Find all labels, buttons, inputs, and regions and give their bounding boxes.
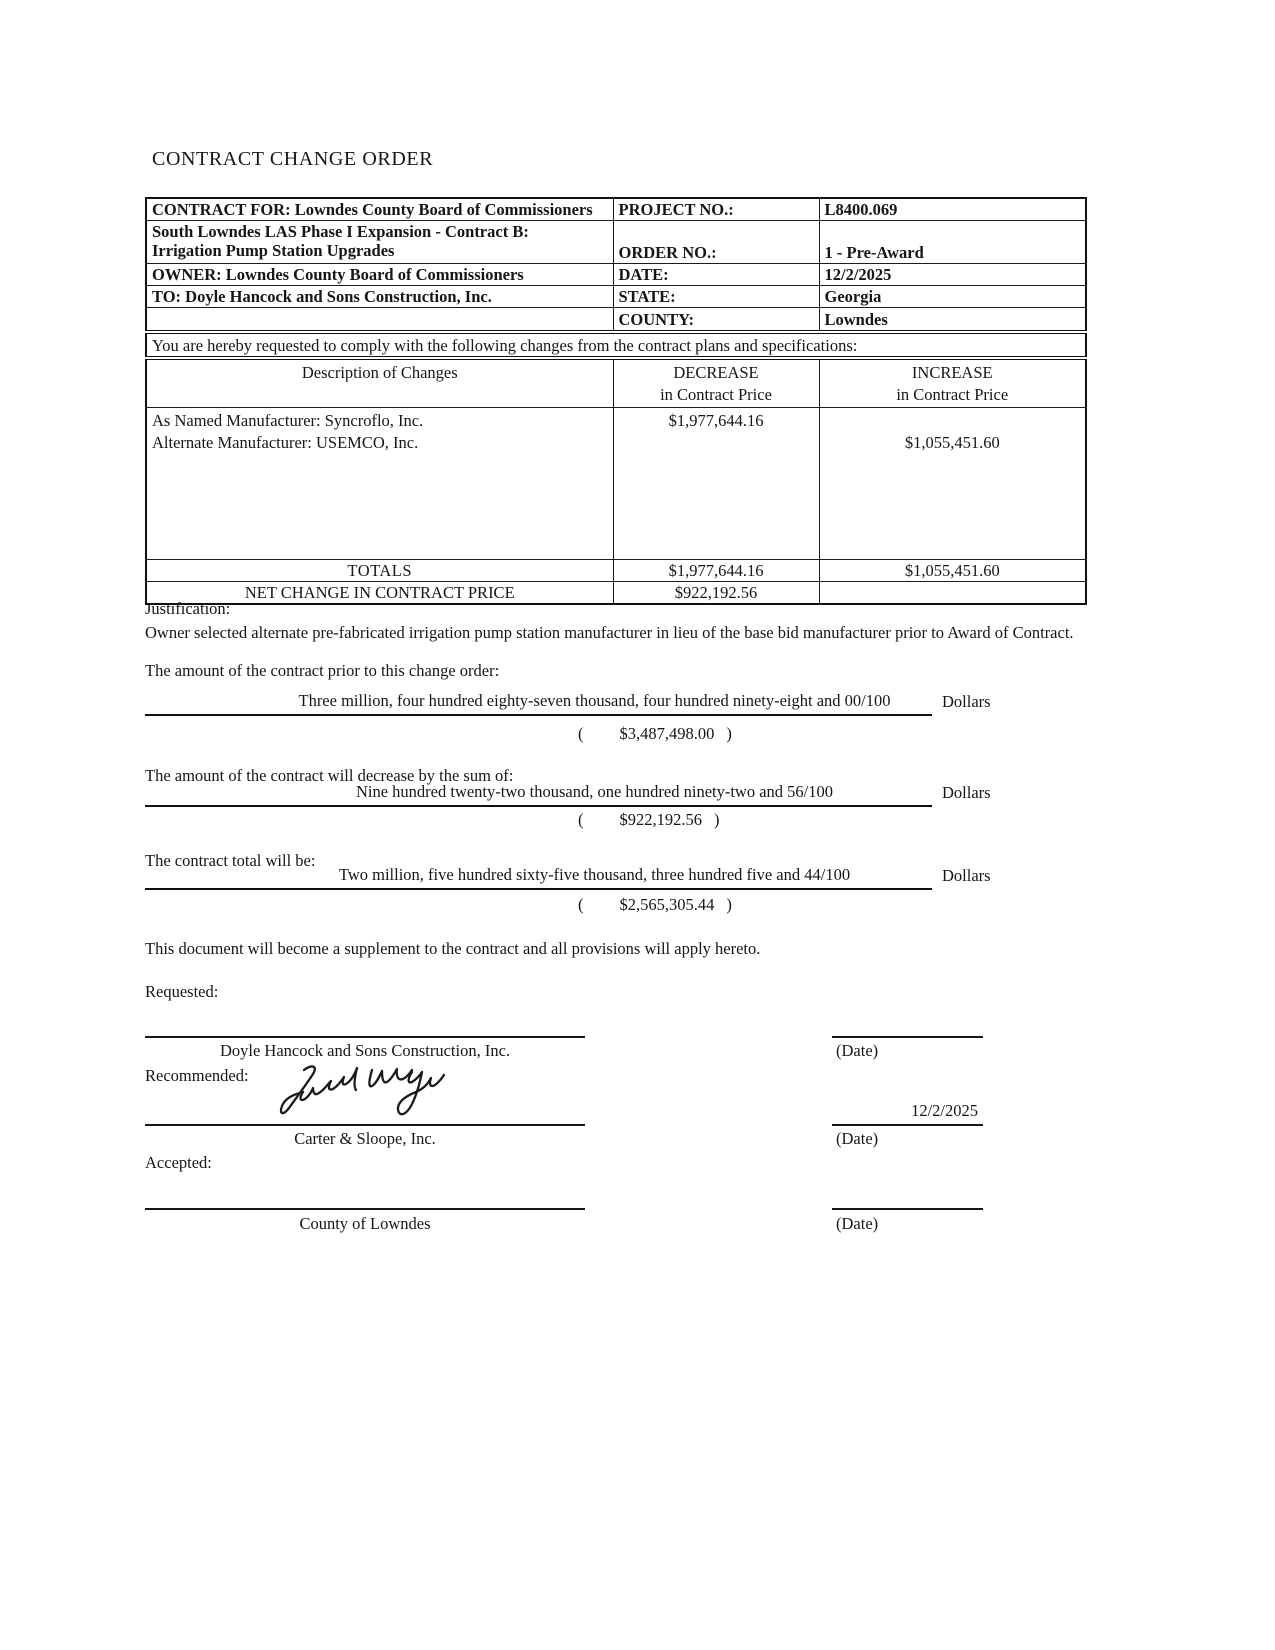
total-amount-words: Two million, five hundred sixty-five thousand, three hundred five and 44/100 — [145, 864, 932, 890]
county-label: COUNTY: — [613, 308, 819, 333]
close-paren: ) — [714, 810, 720, 829]
requested-date-line — [832, 1036, 983, 1038]
open-paren: ( — [578, 724, 584, 743]
recommended-label: Recommended: — [145, 1066, 249, 1085]
col-header-increase — [819, 358, 1086, 408]
change-order-table — [145, 197, 1087, 605]
handwritten-signature — [276, 1062, 468, 1124]
net-change-label: NET CHANGE IN CONTRACT PRICE — [146, 582, 613, 605]
dollars-label: Dollars — [942, 783, 991, 802]
state-label: STATE: — [613, 286, 819, 308]
table-row — [146, 308, 1086, 333]
table-row — [146, 221, 1086, 264]
increase-sub: in Contract Price — [896, 385, 1009, 404]
accepted-party: County of Lowndes — [299, 1214, 431, 1233]
date-value: 12/2/2025 — [819, 264, 1086, 286]
change-description-line2: Alternate Manufacturer: USEMCO, Inc. — [152, 433, 419, 452]
totals-increase: $1,055,451.60 — [819, 560, 1086, 582]
order-no-value: 1 - Pre-Award — [819, 221, 1086, 264]
project-description-line2: Irrigation Pump Station Upgrades — [152, 241, 395, 260]
decrease-amount-line — [145, 781, 991, 807]
decrease-amount-numeric: $922,192.56 — [619, 810, 702, 829]
project-description-line1: South Lowndes LAS Phase I Expansion - Contract B: — [152, 222, 529, 241]
dollars-label: Dollars — [942, 692, 991, 711]
decrease-amount-words: Nine hundred twenty-two thousand, one hundred ninety-two and 56/100 — [145, 781, 932, 807]
justification-text: Owner selected alternate pre-fabricated irrigation pump station manufacturer in lieu of the base bid manufacturer prior to Award of Contract. — [145, 623, 1074, 642]
accepted-date-line — [832, 1208, 983, 1210]
accepted-signature-line — [145, 1208, 585, 1210]
owner-cell: OWNER: Lowndes County Board of Commissioners — [146, 264, 613, 286]
recommended-date: 12/2/2025 — [911, 1101, 978, 1120]
accepted-label: Accepted: — [145, 1153, 212, 1172]
project-no-value: L8400.069 — [819, 198, 1086, 221]
prior-amount-numeric-line — [145, 724, 932, 744]
requested-signature-line — [145, 1036, 585, 1038]
prior-amount-intro: The amount of the contract prior to this change order: — [145, 661, 500, 680]
total-amount-numeric-line — [145, 895, 932, 915]
prior-amount-line — [145, 690, 991, 716]
total-amount-intro: The contract total will be: — [145, 851, 316, 870]
totals-label: TOTALS — [146, 560, 613, 582]
decrease-amount-numeric-line — [145, 810, 932, 830]
decrease-amount-cell — [613, 408, 819, 560]
supplement-text: This document will become a supplement to the contract and all provisions will apply hereto. — [145, 939, 761, 958]
instruction-row — [146, 332, 1086, 358]
col-header-description: Description of Changes — [146, 358, 613, 408]
change-description-cell — [146, 408, 613, 560]
date-caption: (Date) — [836, 1041, 879, 1060]
column-header-row — [146, 358, 1086, 408]
increase-amount-cell — [819, 408, 1086, 560]
date-caption: (Date) — [836, 1129, 879, 1148]
open-paren: ( — [578, 895, 584, 914]
recommended-date-line — [832, 1124, 983, 1126]
county-value: Lowndes — [819, 308, 1086, 333]
justification-label: Justification: — [145, 599, 231, 618]
open-paren: ( — [578, 810, 584, 829]
project-description-cell — [146, 221, 613, 264]
contract-for-cell: CONTRACT FOR: Lowndes County Board of Commissioners — [146, 198, 613, 221]
decrease-sub: in Contract Price — [660, 385, 772, 404]
totals-row — [146, 560, 1086, 582]
recommended-party: Carter & Sloope, Inc. — [294, 1129, 436, 1148]
date-caption: (Date) — [836, 1214, 879, 1233]
requested-label: Requested: — [145, 982, 219, 1001]
state-value: Georgia — [819, 286, 1086, 308]
totals-decrease: $1,977,644.16 — [613, 560, 819, 582]
col-header-decrease — [613, 358, 819, 408]
total-amount-line — [145, 864, 991, 890]
table-row — [146, 286, 1086, 308]
recommended-signature-line — [145, 1124, 585, 1126]
decrease-amount: $1,977,644.16 — [668, 411, 764, 430]
increase-amount: $1,055,451.60 — [904, 433, 1000, 452]
total-amount-numeric: $2,565,305.44 — [619, 895, 715, 914]
order-no-label: ORDER NO.: — [613, 221, 819, 264]
date-label: DATE: — [613, 264, 819, 286]
table-row — [146, 264, 1086, 286]
decrease-word: DECREASE — [673, 363, 759, 382]
project-no-label: PROJECT NO.: — [613, 198, 819, 221]
table-row — [146, 198, 1086, 221]
net-change-row — [146, 582, 1086, 605]
net-change-increase-empty — [819, 582, 1086, 605]
instruction-text: You are hereby requested to comply with the following changes from the contract plans and specifications: — [146, 332, 1086, 358]
to-cell: TO: Doyle Hancock and Sons Construction, Inc. — [146, 286, 613, 308]
close-paren: ) — [726, 724, 732, 743]
empty-cell — [146, 308, 613, 333]
page-title: CONTRACT CHANGE ORDER — [152, 148, 434, 170]
change-description-line1: As Named Manufacturer: Syncroflo, Inc. — [152, 411, 424, 430]
requested-party: Doyle Hancock and Sons Construction, Inc. — [219, 1041, 511, 1060]
decrease-amount-intro: The amount of the contract will decrease by the sum of: — [145, 766, 514, 785]
increase-word: INCREASE — [911, 363, 993, 382]
prior-amount-words: Three million, four hundred eighty-seven thousand, four hundred ninety-eight and 00/100 — [145, 690, 932, 716]
dollars-label: Dollars — [942, 866, 991, 885]
change-item-row — [146, 408, 1086, 560]
close-paren: ) — [726, 895, 732, 914]
net-change-amount: $922,192.56 — [613, 582, 819, 605]
prior-amount-numeric: $3,487,498.00 — [619, 724, 715, 743]
